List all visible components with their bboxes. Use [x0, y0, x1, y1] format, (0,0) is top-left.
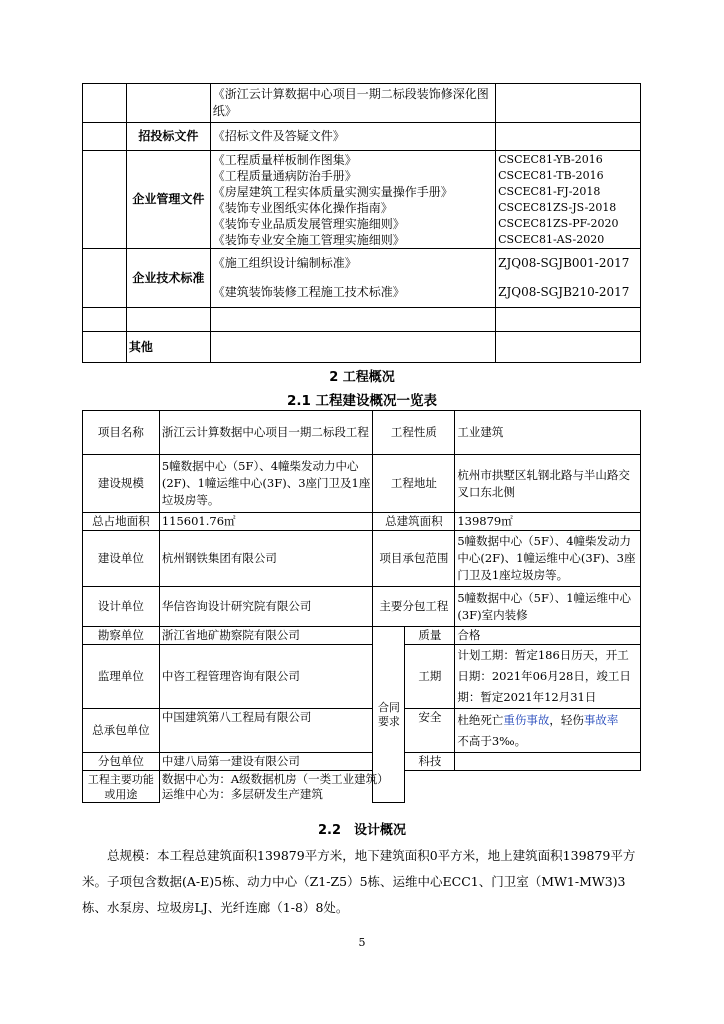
ref-blank	[83, 308, 127, 332]
ref-blank	[210, 332, 495, 363]
ref-code: CSCEC81-YB-2016	[498, 152, 603, 166]
ref-code: ZJQ08-SGJB001-2017	[498, 256, 630, 270]
address: 杭州市拱墅区轧钢北路与半山路交叉口东北侧	[455, 455, 641, 513]
quality: 合格	[455, 627, 641, 645]
period-label: 工期	[405, 645, 455, 709]
ref-blank	[83, 123, 127, 151]
ref-doc: 《招标文件及答疑文件》	[210, 123, 495, 151]
reference-table	[82, 83, 641, 363]
ref-doc: 《装饰专业安全施工管理实施细则》	[212, 232, 405, 247]
general: 中国建筑第八工程局有限公司	[159, 709, 373, 753]
nature-label: 工程性质	[373, 411, 455, 455]
ref-doc: 《装饰专业品质发展管理实施细则》	[212, 216, 405, 231]
land-area-label: 总占地面积	[83, 513, 160, 531]
contract-scope: 5幢数据中心（5F）、4幢柴发动力中心(2F)、1幢运维中心(3F)、3座门卫及1座垃圾房等。	[455, 531, 641, 587]
ref-code-list	[496, 249, 641, 308]
owner-label: 建设单位	[83, 531, 160, 587]
ref-code: CSCEC81-FJ-2018	[498, 184, 601, 198]
function-line: 数据中心为：A级数据机房（一类工业建筑）	[161, 771, 389, 786]
period: 计划工期：暂定186日历天，开工日期：2021年06月28日，竣工日期：暂定2021年12月31日	[455, 645, 641, 709]
build-area: 139879㎡	[455, 513, 641, 531]
quality-label: 质量	[405, 627, 455, 645]
ref-category-tech: 企业技术标准	[126, 249, 210, 308]
ref-code: CSCEC81ZS-JS-2018	[498, 200, 617, 214]
sub-unit: 中建八局第一建设有限公司	[159, 753, 373, 771]
function-label: 工程主要功能或用途	[83, 771, 160, 803]
ref-code: CSCEC81ZS-PF-2020	[498, 216, 619, 230]
design-paragraph: 总规模：本工程总建筑面积139879平方米，地下建筑面积0平方米，地上建筑面积139879平方米。子项包含数据(A-E)5栋、动力中心（Z1-Z5）5栋、运维中心ECC1、门卫室（MW1-MW3)3栋、水泵房、垃圾房LJ、光纤连廊（1-8）8处。	[82, 848, 636, 915]
ref-category-other: 其他	[126, 332, 210, 363]
safety-text: 不高于3‰。	[457, 733, 527, 748]
survey-label: 勘察单位	[83, 627, 160, 645]
address-label: 工程地址	[373, 455, 455, 513]
ref-doc-list	[210, 249, 495, 308]
safety-text: 杜绝死亡	[457, 712, 504, 727]
safety	[455, 709, 641, 753]
ref-doc: 《工程质量样板制作图集》	[212, 152, 357, 167]
function-line: 运维中心为：多层研发生产建筑	[161, 786, 323, 801]
project-name: 浙江云计算数据中心项目一期二标段工程	[159, 411, 373, 455]
ref-doc: 《施工组织设计编制标准》	[212, 256, 357, 270]
scale-label: 建设规模	[83, 455, 160, 513]
section-2-2-title: 2.2 设计概况	[317, 823, 407, 838]
owner: 杭州钢铁集团有限公司	[159, 531, 373, 587]
sub-unit-label: 分包单位	[83, 753, 160, 771]
designer: 华信咨询设计研究院有限公司	[159, 587, 373, 627]
ref-doc: 《浙江云计算数据中心项目一期二标段装饰修深化图纸》	[210, 84, 495, 123]
supervisor: 中咨工程管理咨询有限公司	[159, 645, 373, 709]
survey: 浙江省地矿勘察院有限公司	[159, 627, 373, 645]
ref-blank	[496, 308, 641, 332]
ref-blank	[83, 332, 127, 363]
safety-text: ，轻伤	[549, 712, 584, 727]
ref-code	[496, 123, 641, 151]
ref-blank	[126, 308, 210, 332]
safety-link: 重伤事故	[503, 712, 550, 727]
ref-doc: 《建筑装饰装修工程施工技术标准》	[212, 285, 405, 299]
page-number: 5	[358, 936, 366, 949]
ref-doc: 《装饰专业图纸实体化操作指南》	[212, 200, 393, 215]
ref-blank	[83, 249, 127, 308]
ref-code-list	[496, 151, 641, 249]
ref-blank	[210, 308, 495, 332]
general-label: 总承包单位	[83, 709, 160, 753]
ref-blank	[83, 151, 127, 249]
ref-category-management: 企业管理文件	[126, 151, 210, 249]
scale: 5幢数据中心（5F）、4幢柴发动力中心(2F)、1幢运维中心(3F)、3座门卫及1座垃圾房等。	[159, 455, 373, 513]
ref-blank	[83, 84, 127, 123]
ref-code	[496, 84, 641, 123]
safety-link: 事故率	[583, 712, 619, 727]
tech-label: 科技	[405, 753, 455, 771]
contract-req-label: 合同要求	[373, 627, 405, 803]
overview-table	[82, 410, 641, 803]
sub-project: 5幢数据中心（5F）、1幢运维中心(3F)室内装修	[455, 587, 641, 627]
contract-scope-label: 项目承包范围	[373, 531, 455, 587]
ref-code: ZJQ08-SGJB210-2017	[498, 285, 630, 299]
ref-code: CSCEC81-AS-2020	[498, 232, 605, 246]
ref-doc: 《房屋建筑工程实体质量实测实量操作手册》	[212, 184, 453, 199]
function	[159, 771, 640, 803]
project-name-label: 项目名称	[83, 411, 160, 455]
ref-blank	[496, 332, 641, 363]
section-2-1-title: 2.1 工程建设概况一览表	[286, 393, 438, 409]
ref-category	[126, 84, 210, 123]
nature: 工业建筑	[455, 411, 641, 455]
ref-code: CSCEC81-TB-2016	[498, 168, 604, 182]
designer-label: 设计单位	[83, 587, 160, 627]
sub-project-label: 主要分包工程	[373, 587, 455, 627]
tech	[455, 753, 641, 771]
safety-label: 安全	[405, 709, 455, 753]
ref-doc-list	[210, 151, 495, 249]
ref-category-bidding: 招投标文件	[126, 123, 210, 151]
section-2-title: 2 工程概况	[329, 370, 395, 385]
land-area: 115601.76㎡	[159, 513, 373, 531]
supervisor-label: 监理单位	[83, 645, 160, 709]
build-area-label: 总建筑面积	[373, 513, 455, 531]
ref-doc: 《工程质量通病防治手册》	[212, 168, 357, 183]
